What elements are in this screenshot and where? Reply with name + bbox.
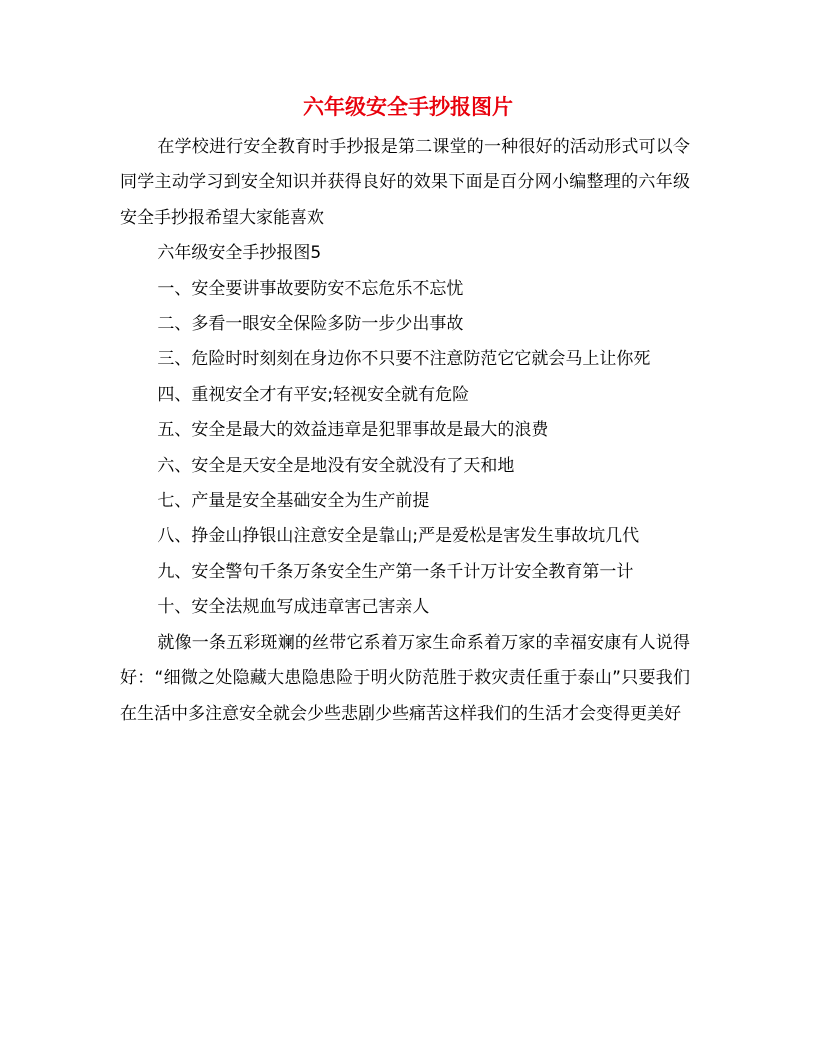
intro-paragraph: 在学校进行安全教育时手抄报是第二课堂的一种很好的活动形式可以令同学主动学习到安全知识并获得良好的效果下面是百分网小编整理的六年级安全手抄报希望大家能喜欢 [120, 137, 690, 228]
slogan-item: 六、安全是天安全是地没有安全就没有了天和地 [157, 455, 515, 476]
slogan-item: 七、产量是安全基础安全为生产前提 [157, 491, 430, 512]
image-caption: 六年级安全手抄报图5 [157, 243, 322, 264]
slogan-item: 三、危险时时刻刻在身边你不只要不注意防范它它就会马上让你死 [157, 349, 651, 370]
slogan-item: 四、重视安全才有平安;轻视安全就有危险 [157, 384, 470, 405]
document-body [120, 130, 690, 732]
slogan-item: 二、多看一眼安全保险多防一步少出事故 [157, 314, 464, 335]
slogan-item: 五、安全是最大的效益违章是犯罪事故是最大的浪费 [157, 420, 549, 441]
document-title: 六年级安全手抄报图片 [303, 94, 513, 119]
slogan-item: 一、安全要讲事故要防安不忘危乐不忘忧 [157, 278, 464, 299]
slogan-item: 九、安全警句千条万条安全生产第一条千计万计安全教育第一计 [157, 561, 634, 582]
slogan-item: 八、挣金山挣银山注意安全是靠山;严是爱松是害发生事故坑几代 [157, 526, 640, 547]
slogan-item: 十、安全法规血写成违章害己害亲人 [157, 597, 430, 618]
closing-paragraph: 就像一条五彩斑斓的丝带它系着万家生命系着万家的幸福安康有人说得好：“细微之处隐藏大患隐患险于明火防范胜于救灾责任重于泰山”只要我们在生活中多注意安全就会少些悲剧少些痛苦这样我们的生活才会变得更美好 [120, 632, 690, 724]
